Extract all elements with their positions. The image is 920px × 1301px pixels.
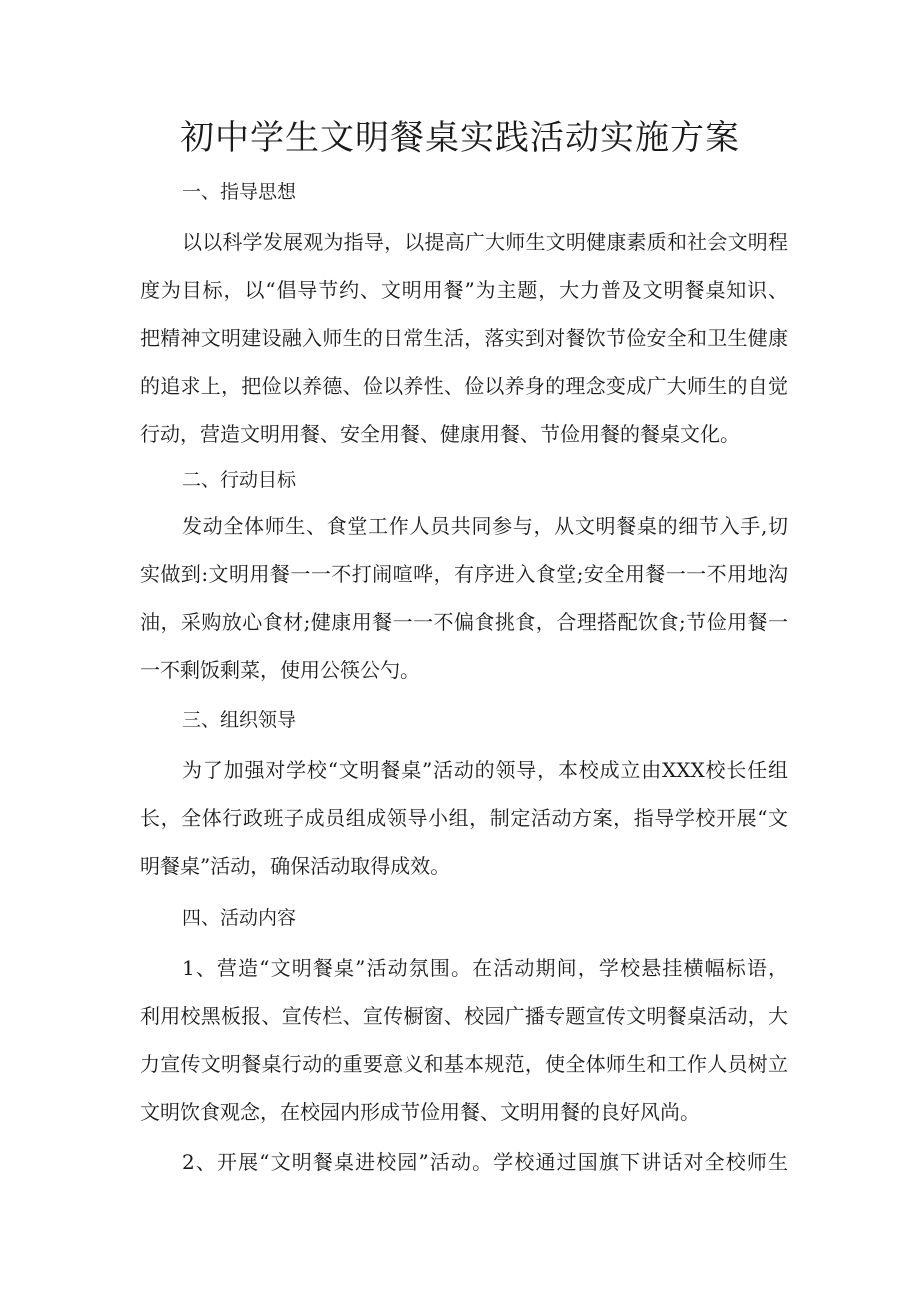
paragraph-line: 发动全体师生、食堂工作人员共同参与，从文明餐桌的细节入手,切 [182, 514, 788, 538]
section-2-paragraph [140, 502, 788, 694]
paragraph-line: 以以科学发展观为指导，以提高广大师生文明健康素质和社会文明程 [182, 230, 788, 254]
paragraph-line: 油，采购放心食材;健康用餐一一不偏食挑食，合理搭配饮食;节俭用餐一 [140, 610, 788, 634]
paragraph-line: 行动，营造文明用餐、安全用餐、健康用餐、节俭用餐的餐桌文化。 [140, 422, 740, 446]
section-1-paragraph [140, 218, 788, 458]
paragraph-line: 利用校黑板报、宣传栏、宣传橱窗、校园广播专题宣传文明餐桌活动，大 [140, 1004, 788, 1028]
paragraph-line: 长，全体行政班子成员组成领导小组，制定活动方案，指导学校开展“文 [140, 806, 788, 830]
paragraph-line: 把精神文明建设融入师生的日常生活，落实到对餐饮节俭安全和卫生健康 [140, 326, 788, 350]
document-title: 初中学生文明餐桌实践活动实施方案 [180, 118, 740, 158]
paragraph-line: 度为目标，以“倡导节约、文明用餐”为主题，大力普及文明餐桌知识、 [140, 278, 788, 302]
section-heading-3: 三、组织领导 [182, 709, 297, 731]
paragraph-line: 为了加强对学校“文明餐桌”活动的领导，本校成立由XXX校长任组 [182, 758, 788, 782]
section-heading-4: 四、活动内容 [182, 907, 297, 929]
section-4-paragraph-1 [140, 944, 788, 1136]
paragraph-line: 文明饮食观念，在校园内形成节俭用餐、文明用餐的良好风尚。 [140, 1100, 700, 1124]
paragraph-line: 2、开展“文明餐桌进校园”活动。学校通过国旗下讲话对全校师生 [182, 1150, 788, 1174]
paragraph-line: 一不剩饭剩菜，使用公筷公勺。 [140, 658, 420, 682]
paragraph-line: 明餐桌”活动，确保活动取得成效。 [140, 854, 451, 878]
section-heading-2: 二、行动目标 [182, 469, 297, 491]
section-heading-1: 一、指导思想 [182, 181, 297, 203]
paragraph-line: 力宣传文明餐桌行动的重要意义和基本规范，使全体师生和工作人员树立 [140, 1052, 788, 1076]
paragraph-line: 实做到:文明用餐一一不打闹喧哗，有序进入食堂;安全用餐一一不用地沟 [140, 562, 788, 586]
section-3-paragraph [140, 746, 788, 890]
paragraph-line: 的追求上，把俭以养德、俭以养性、俭以养身的理念变成广大师生的自觉 [140, 374, 788, 398]
paragraph-line: 1、营造“文明餐桌”活动氛围。在活动期间，学校悬挂横幅标语， [182, 956, 788, 980]
section-4-paragraph-2 [140, 1138, 788, 1186]
